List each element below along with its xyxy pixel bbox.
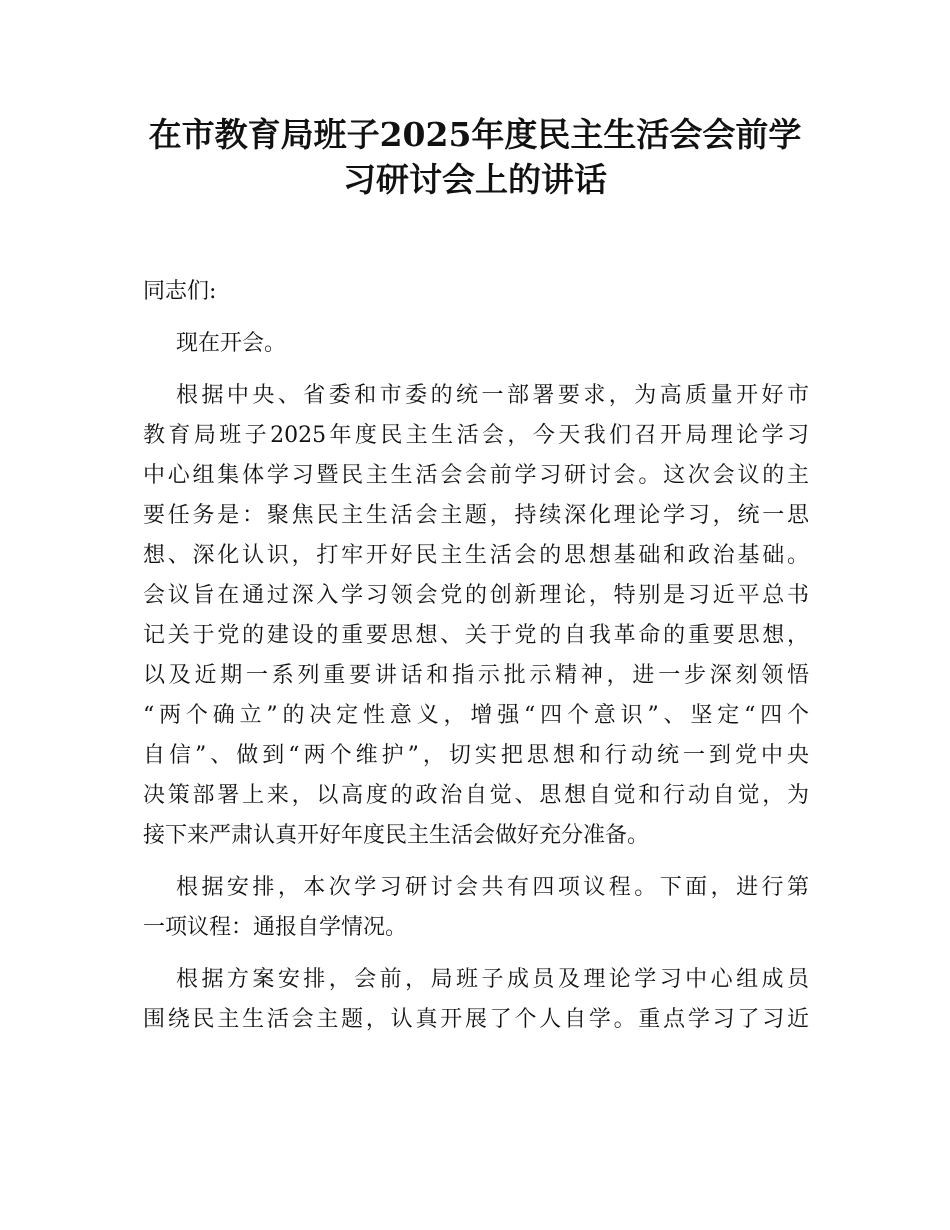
paragraph-line: 围绕民主生活会主题，认真开展了个人自学。重点学习了习近 — [143, 1007, 809, 1032]
paragraph — [143, 960, 809, 1040]
paragraph-line: 教育局班子2025年度民主生活会，今天我们召开局理论学习 — [143, 423, 809, 448]
title-line: 习研讨会上的讲话 — [343, 160, 607, 199]
paragraph-line: 决策部署上来，以高度的政治自觉、思想自觉和行动自觉，为 — [143, 783, 809, 808]
salutation — [143, 272, 809, 312]
paragraph — [143, 324, 809, 364]
paragraph-line: 根据安排，本次学习研讨会共有四项议程。下面，进行第 — [176, 875, 809, 900]
paragraph-line: 想、深化认识，打牢开好民主生活会的思想基础和政治基础。 — [143, 543, 809, 568]
paragraph-line: 记关于党的建设的重要思想、关于党的自我革命的重要思想， — [143, 623, 809, 648]
paragraph — [143, 376, 809, 856]
paragraph-line: 中心组集体学习暨民主生活会会前学习研讨会。这次会议的主 — [143, 463, 809, 488]
paragraph-line: 根据中央、省委和市委的统一部署要求，为高质量开好市 — [176, 383, 809, 408]
document-body — [143, 272, 809, 1052]
paragraph-line: 现在开会。 — [176, 331, 287, 356]
paragraph-line: 一项议程：通报自学情况。 — [143, 915, 408, 940]
paragraph-line: 接下来严肃认真开好年度民主生活会做好充分准备。 — [143, 823, 650, 848]
title-line: 在市教育局班子2025年度民主生活会会前学 — [148, 115, 802, 154]
paragraph-line: 以及近期一系列重要讲话和指示批示精神，进一步深刻领悟 — [143, 663, 809, 688]
paragraph-line: 自信”、做到“两个维护”，切实把思想和行动统一到党中央 — [143, 743, 809, 768]
paragraph-line: 会议旨在通过深入学习领会党的创新理论，特别是习近平总书 — [143, 583, 809, 608]
paragraph — [143, 868, 809, 948]
paragraph-line: 要任务是：聚焦民主生活会主题，持续深化理论学习，统一思 — [143, 503, 809, 528]
paragraph-line: “两个确立”的决定性意义，增强“四个意识”、坚定“四个 — [143, 703, 809, 728]
salutation-text: 同志们: — [143, 279, 217, 304]
document-title — [100, 112, 850, 202]
paragraph-line: 根据方案安排，会前，局班子成员及理论学习中心组成员 — [176, 967, 809, 992]
